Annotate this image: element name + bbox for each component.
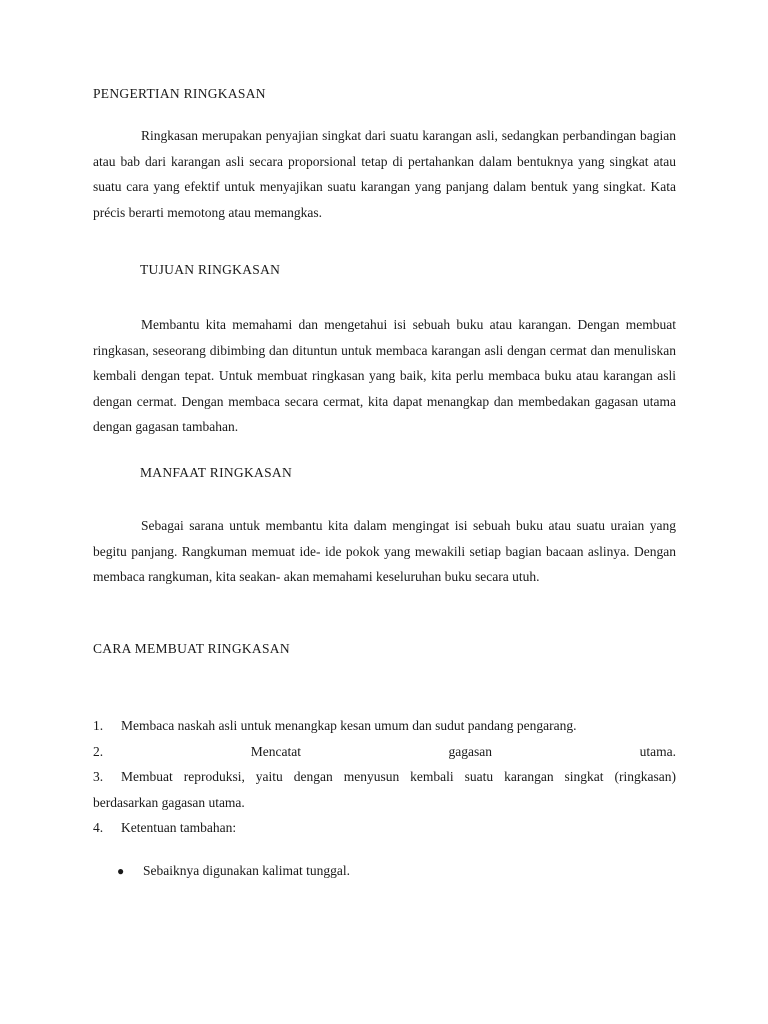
list-item-number: 2. [93,744,104,759]
heading-cara-membuat-ringkasan: CARA MEMBUAT RINGKASAN [93,641,290,656]
list-item-text: Membaca naskah asli untuk menangkap kesan umum dan sudut pandang pengarang. [121,718,577,733]
paragraph-manfaat [93,513,676,590]
list-item-number: 1. [93,718,104,733]
paragraph-tujuan-text: Membantu kita memahami dan mengetahui isi sebuah buku atau karangan. Dengan membuat ringkasan, seseorang dibimbing dan dituntun untuk membaca karangan asli dengan cermat dan menuliskan kembali dengan tepat. Untuk membuat ringkasan yang baik, kita perlu membaca buku atau karangan asli dengan cermat. Dengan membaca secara cermat, kita dapat menangkap dan membedakan gagasan utama dengan gagasan tambahan. [93,317,676,434]
list-item [93,815,676,841]
bullet-list-item [117,858,350,885]
paragraph-tujuan [93,312,676,440]
paragraph-pengertian-text: Ringkasan merupakan penyajian singkat dari suatu karangan asli, sedangkan perbandingan bagian atau bab dari karangan asli secara proporsional tetap di pertahankan dalam bentuknya yang singkat atau suatu cara yang efektif untuk menyajikan suatu karangan yang panjang dalam bentuk yang singkat. Kata précis berarti memotong atau memangkas. [93,128,676,220]
list-item [93,713,676,739]
paragraph-pengertian [93,123,676,225]
bullet-icon: ● [117,864,125,878]
heading-manfaat-ringkasan: MANFAAT RINGKASAN [140,465,292,480]
list-item-text: Mencatat gagasan utama. [250,744,676,759]
list-item-number: 3. [93,769,104,784]
list-item-text: Ketentuan tambahan: [121,820,237,835]
bullet-item-text: Sebaiknya digunakan kalimat tunggal. [143,863,350,878]
paragraph-manfaat-text: Sebagai sarana untuk membantu kita dalam mengingat isi sebuah buku atau suatu uraian yang begitu panjang. Rangkuman memuat ide- ide pokok yang mewakili setiap bagian bacaan aslinya. Dengan membaca rangkuman, kita seakan- akan memahami keseluruhan buku secara utuh. [93,518,676,584]
list-item-number: 4. [93,820,104,835]
list-item [93,739,676,765]
list-item [93,764,676,815]
list-item-text: Membuat reproduksi, yaitu dengan menyusun kembali suatu karangan singkat (ringkasan) berdasarkan gagasan utama. [93,769,676,810]
heading-pengertian-ringkasan: PENGERTIAN RINGKASAN [93,86,266,101]
heading-tujuan-ringkasan: TUJUAN RINGKASAN [140,262,281,277]
